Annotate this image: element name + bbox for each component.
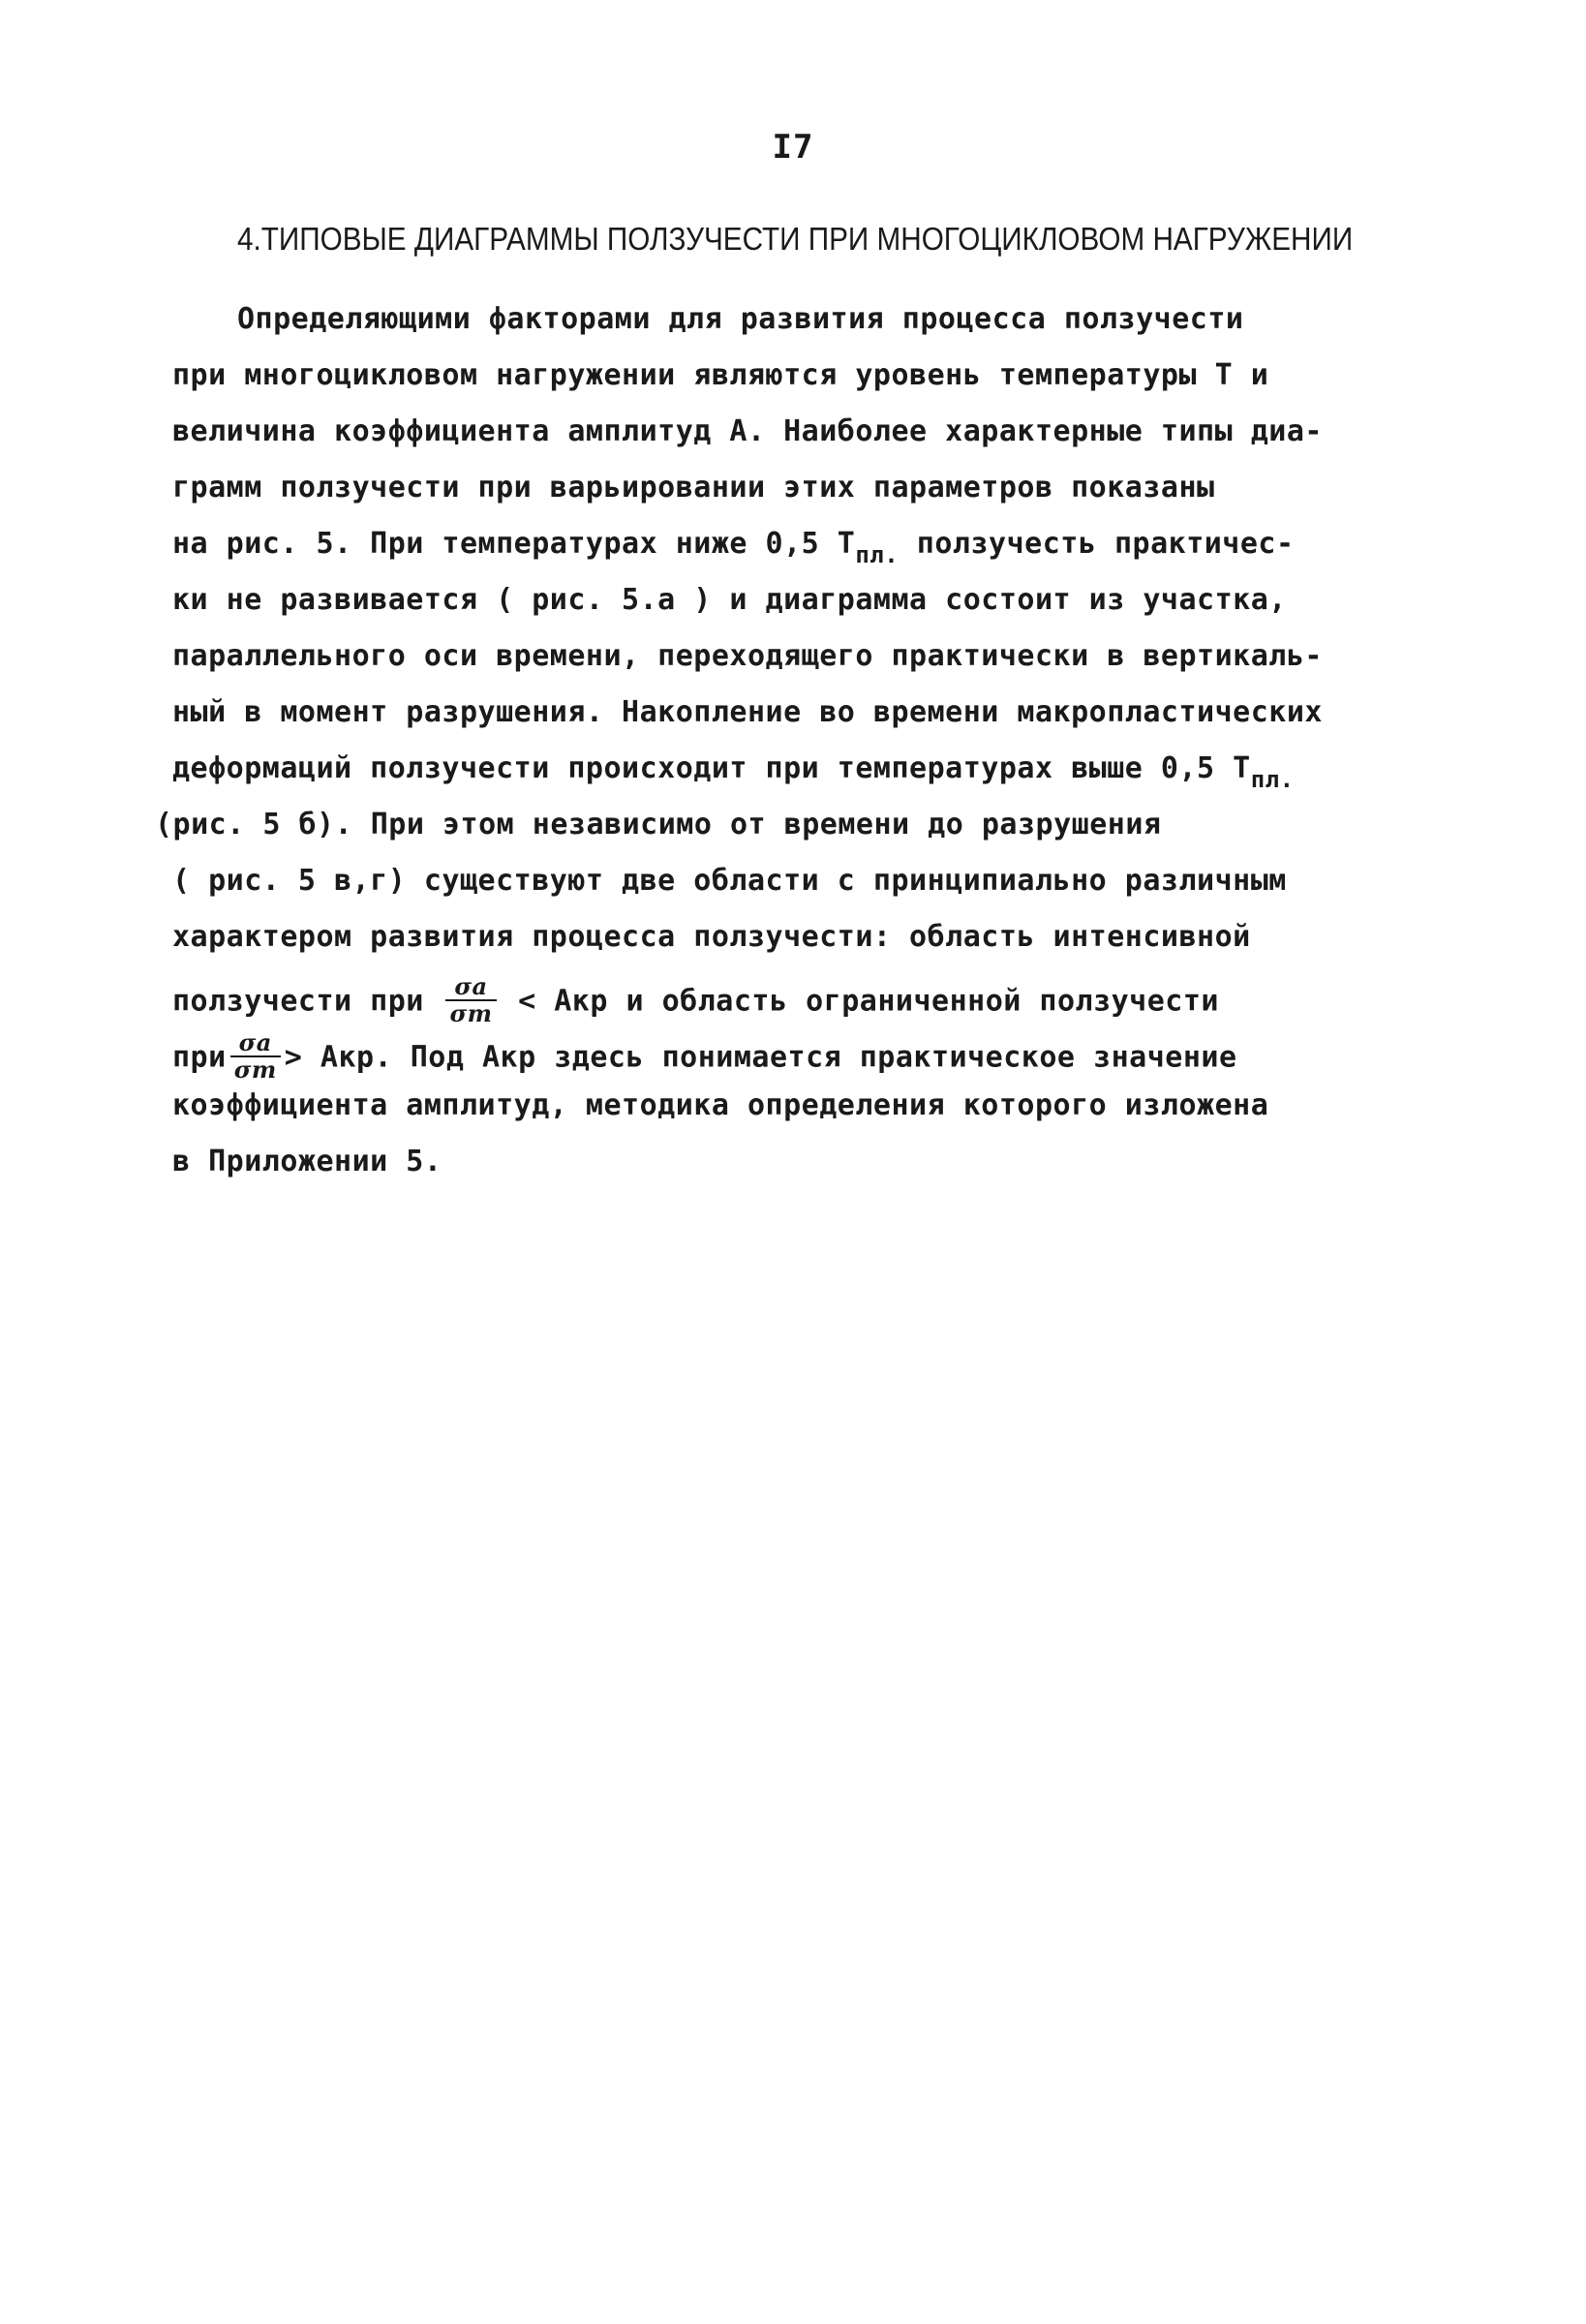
- subscript-melting: пл.: [1250, 766, 1295, 793]
- paragraph-line-3: величина коэффициента амплитуд А. Наиболее характерные типы диа-: [172, 414, 1323, 448]
- paragraph-line-5: [172, 527, 1295, 568]
- paragraph-line-16: в Приложении 5.: [172, 1145, 442, 1178]
- paragraph-line-2: при многоцикловом нагружении являются уровень температуры Т и: [172, 358, 1269, 392]
- paragraph-line-12: характером развития процесса ползучести: область интенсивной: [172, 920, 1251, 954]
- amplitude-ratio-fraction: [445, 974, 496, 1026]
- paragraph-line-11: ( рис. 5 в,г) существуют две области с принципиально различным: [172, 864, 1287, 898]
- line-13-text-a: ползучести при: [172, 984, 424, 1019]
- paragraph-line-13: [172, 972, 1219, 1028]
- line-14-text-b: > Акр. Под Акр здесь понимается практическое значение: [284, 1040, 1237, 1075]
- fraction-numerator: σa: [445, 974, 496, 1001]
- line-14-text-a: при: [172, 1040, 227, 1075]
- paragraph-line-8: ный в момент разрушения. Накопление во времени макропластических: [172, 695, 1323, 729]
- line-5-text-a: на рис. 5. При температурах ниже 0,5 Т: [172, 527, 856, 561]
- page-number: I7: [772, 128, 814, 167]
- fraction-denominator: σm: [449, 999, 493, 1027]
- paragraph-line-6: ки не развивается ( рис. 5.а ) и диаграмма состоит из участка,: [172, 583, 1287, 617]
- fraction-denominator: σm: [233, 1055, 277, 1084]
- paragraph-line-15: коэффициента амплитуд, методика определения которого изложена: [172, 1088, 1269, 1122]
- amplitude-ratio-fraction: [230, 1030, 281, 1083]
- subscript-melting: пл.: [855, 541, 900, 568]
- fraction-numerator: σa: [230, 1030, 281, 1057]
- line-13-text-b: < Акр и область ограниченной ползучести: [518, 984, 1219, 1019]
- paragraph-line-10: (рис. 5 б). При этом независимо от времени до разрушения: [155, 808, 1162, 841]
- paragraph-line-9: [172, 751, 1295, 793]
- line-5-text-b: ползучесть практичес-: [899, 527, 1295, 561]
- paragraph-line-1: Определяющими факторами для развития процесса ползучести: [237, 302, 1244, 336]
- section-heading: 4.ТИПОВЫЕ ДИАГРАММЫ ПОЛЗУЧЕСТИ ПРИ МНОГОЦИКЛОВОМ НАГРУЖЕНИИ: [237, 221, 1354, 257]
- line-9-text-a: деформаций ползучести происходит при температурах выше 0,5 Т: [172, 751, 1251, 785]
- paragraph-line-7: параллельного оси времени, переходящего практически в вертикаль-: [172, 639, 1323, 673]
- paragraph-line-4: грамм ползучести при варьировании этих параметров показаны: [172, 471, 1215, 505]
- paragraph-line-14: [172, 1028, 1237, 1085]
